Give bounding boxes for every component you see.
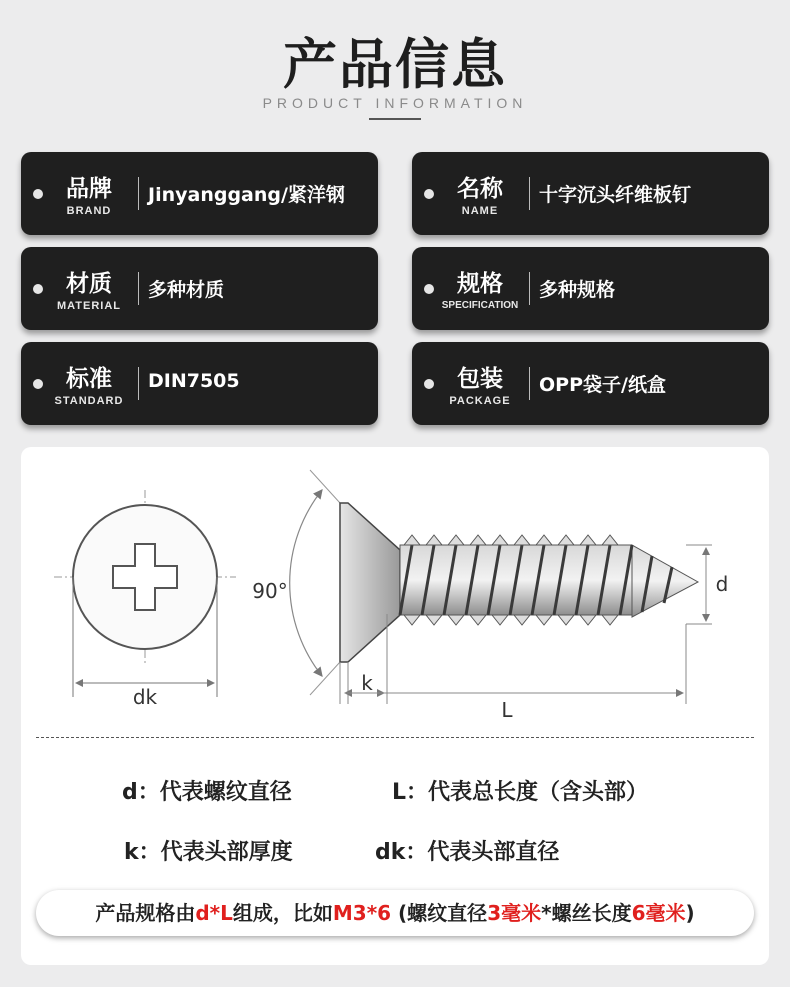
- spec-value: 多种材质: [148, 279, 225, 301]
- label-d: d: [715, 572, 729, 596]
- label-dk: dk: [132, 685, 158, 709]
- spec-label-cn: 材质: [66, 271, 112, 297]
- legend-k: k：代表头部厚度: [124, 840, 293, 865]
- note-highlight: 3毫米: [487, 901, 542, 925]
- spec-label-cn: 规格: [457, 271, 503, 297]
- spec-label-en: STANDARD: [54, 395, 124, 407]
- spec-value: 多种规格: [539, 279, 616, 301]
- note-text: (螺纹直径: [391, 901, 488, 925]
- label-L: L: [501, 698, 513, 722]
- screw-side-view: [290, 470, 712, 704]
- spec-value: DIN7505: [148, 370, 240, 392]
- note-highlight: M3*6: [332, 901, 392, 925]
- dashed-divider: [36, 737, 754, 738]
- spec-format-note: [36, 890, 754, 936]
- label-k: k: [361, 671, 373, 695]
- spec-value: OPP袋子/纸盒: [539, 374, 666, 396]
- note-text: *螺丝长度: [541, 901, 632, 925]
- note-highlight: 6毫米: [631, 901, 686, 925]
- legend-L: L：代表总长度（含头部）: [392, 780, 649, 805]
- legend-d: d：代表螺纹直径: [122, 780, 292, 805]
- legend-dk: dk：代表头部直径: [375, 840, 560, 865]
- note-text: 产品规格由: [95, 901, 196, 925]
- spec-label-cn: 品牌: [66, 176, 112, 202]
- spec-label-en: NAME: [461, 205, 499, 217]
- spec-value: 十字沉头纤维板钉: [539, 184, 692, 206]
- spec-label-cn: 标准: [66, 366, 112, 392]
- label-angle: 90°: [252, 579, 288, 603]
- page-subtitle: PRODUCT INFORMATION: [262, 95, 528, 111]
- spec-label-en: BRAND: [66, 205, 112, 217]
- note-highlight: d*L: [195, 901, 233, 925]
- spec-label-cn: 名称: [457, 176, 503, 202]
- spec-label-en: MATERIAL: [56, 300, 121, 312]
- spec-label-en: PACKAGE: [449, 395, 511, 407]
- spec-label-cn: 包装: [457, 366, 503, 392]
- spec-label-en: SPECIFICATION: [441, 300, 519, 311]
- page-title: 产品信息: [283, 33, 507, 96]
- spec-value: Jinyanggang/紧洋钢: [148, 184, 345, 206]
- note-text: ): [685, 901, 695, 925]
- screw-head-top-view: [54, 490, 236, 697]
- note-text: 组成，比如: [232, 901, 333, 925]
